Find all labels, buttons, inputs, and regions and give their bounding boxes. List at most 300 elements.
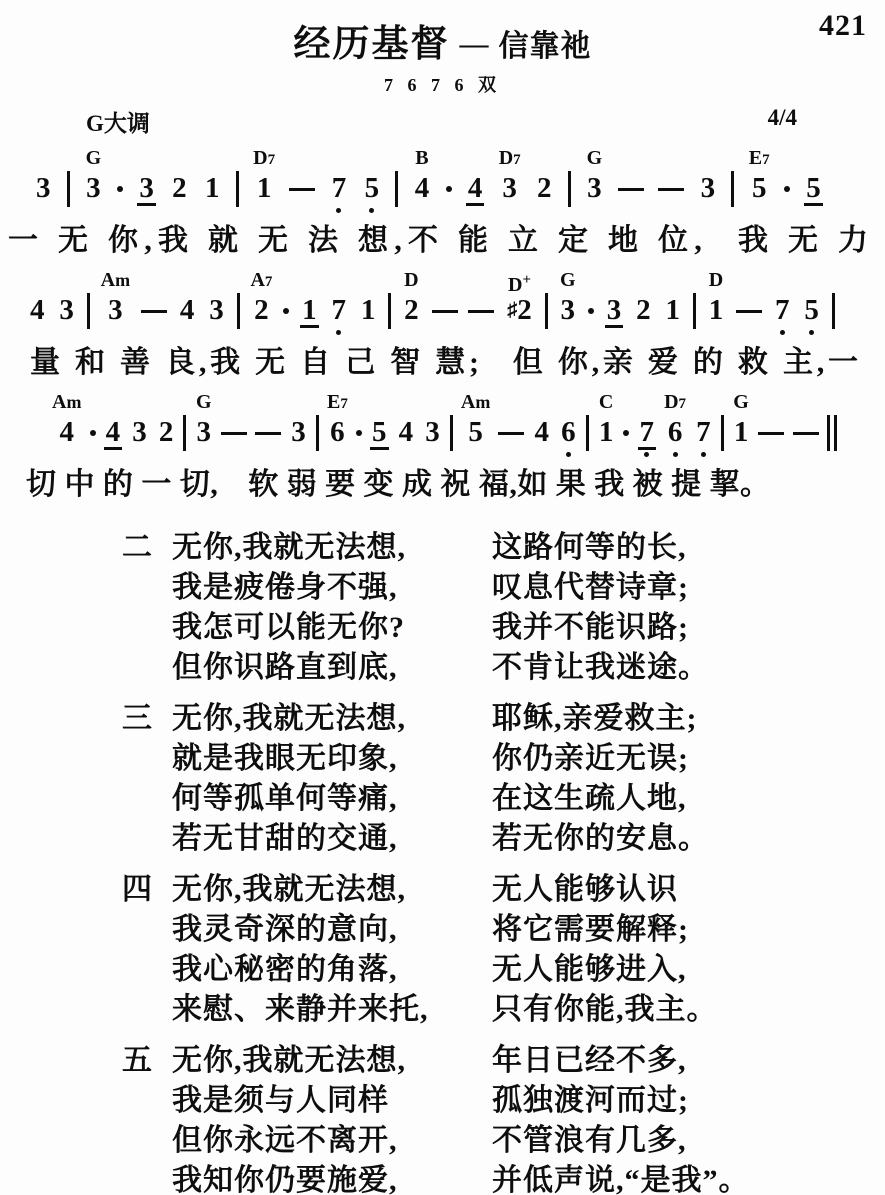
lyrics-line-2: 量 和 善 良,我 无 自 己 智 慧; 但 你,亲 爱 的 救 主,一 <box>30 346 858 379</box>
barline <box>236 146 239 217</box>
note-number: 2 <box>172 171 187 204</box>
verse-line: 将它需要解释; <box>492 913 689 946</box>
dot-spacer <box>253 206 275 217</box>
hymn-title: 经历基督 <box>293 24 450 65</box>
barline <box>183 390 186 461</box>
dot-spacer <box>499 206 521 217</box>
note-number: 4 <box>534 415 550 448</box>
note-number: 3 <box>291 415 306 448</box>
dot-spacer <box>359 328 378 339</box>
note <box>253 146 275 217</box>
note-number: 2 <box>254 293 269 326</box>
verse-line: 我怎可以能无你? <box>172 611 405 644</box>
dot-spacer <box>236 206 239 217</box>
dot-mark <box>117 186 123 192</box>
dot-spacer <box>130 450 149 461</box>
verse-line: 我是疲倦身不强, <box>172 571 398 604</box>
note <box>749 146 770 217</box>
dot-spacer <box>157 450 176 461</box>
note <box>300 268 319 339</box>
key-row <box>0 97 885 138</box>
note-number: 5 <box>751 171 767 204</box>
dash-mark <box>658 188 684 191</box>
verse-line: 不肯让我迷途。 <box>492 651 709 684</box>
note-number: 4 <box>30 293 45 326</box>
note <box>466 146 485 217</box>
chord-label: D7 <box>253 147 276 169</box>
dash-mark <box>255 432 281 435</box>
dot-spacer <box>461 450 490 461</box>
verse-line: 不管浪有几多, <box>492 1124 687 1157</box>
note <box>638 390 657 461</box>
note-number: 1 <box>204 171 220 204</box>
low-octave-dot <box>330 328 349 339</box>
duration-dash <box>141 268 167 339</box>
dot-mark <box>90 430 96 436</box>
note <box>804 146 823 217</box>
verse-line: 我心秘密的角落, <box>172 953 398 986</box>
verse-line: 年日已经不多, <box>492 1044 687 1077</box>
dot-spacer <box>533 450 552 461</box>
note-number: 4 <box>398 415 414 448</box>
note <box>413 146 432 217</box>
dot-spacer <box>207 328 226 339</box>
note-number: 1 <box>302 293 317 326</box>
dot-spacer <box>316 450 319 461</box>
dot-spacer <box>178 328 197 339</box>
barline-mark <box>568 171 571 207</box>
dotted-note-dot <box>784 146 790 217</box>
note <box>694 390 713 461</box>
dot-spacer <box>388 328 391 339</box>
dot-spacer <box>618 206 644 217</box>
low-octave-dot <box>559 450 578 461</box>
note <box>52 390 81 461</box>
barline-mark <box>827 415 830 451</box>
barline-mark <box>834 415 837 451</box>
note-number: 5 <box>364 171 380 204</box>
barline-mark <box>87 293 90 329</box>
note <box>359 268 378 339</box>
dot-spacer <box>664 328 683 339</box>
dot-spacer <box>634 328 653 339</box>
duration-dash <box>468 268 494 339</box>
note-number: 7 <box>639 415 654 448</box>
verse-column-left <box>172 870 492 1030</box>
dot-spacer <box>237 328 240 339</box>
note-number: 3 <box>606 293 622 326</box>
note <box>461 390 490 461</box>
duration-dash <box>255 390 281 461</box>
verse-line: 我知你仍要施爱, <box>172 1164 398 1195</box>
dash-mark <box>793 432 819 435</box>
dot-spacer <box>300 328 319 339</box>
dot-spacer <box>832 328 835 339</box>
note <box>178 268 197 339</box>
barline <box>237 268 240 339</box>
note <box>605 268 624 339</box>
dot-spacer <box>84 206 103 217</box>
duration-dash <box>736 268 762 339</box>
dot-spacer <box>804 206 823 217</box>
low-octave-dot <box>363 206 382 217</box>
verse-line: 无你,我就无法想, <box>172 531 406 564</box>
note <box>203 146 222 217</box>
verse-column-right <box>492 699 885 859</box>
dot-spacer <box>221 450 247 461</box>
dot-spacer <box>466 206 485 217</box>
note-number: 3 <box>700 171 716 204</box>
note <box>195 390 214 461</box>
dot-spacer <box>597 450 616 461</box>
chord-label: G <box>560 269 576 291</box>
dot-spacer <box>283 328 289 339</box>
note-number: 1 <box>360 293 376 326</box>
chord-label: B <box>415 147 429 169</box>
barline-mark <box>721 415 724 451</box>
note <box>535 146 554 217</box>
verse-line: 无人能够认识 <box>492 873 678 906</box>
dot-spacer <box>568 206 571 217</box>
dot-mark <box>283 308 289 314</box>
note-number: 2 <box>404 293 419 326</box>
verse-line: 我是须与人同样 <box>172 1084 389 1117</box>
low-octave-dot <box>694 450 713 461</box>
dot-spacer <box>170 206 189 217</box>
duration-dash <box>221 390 247 461</box>
dot-spacer <box>395 206 398 217</box>
duration-dash <box>618 146 644 217</box>
dot-mark <box>446 186 452 192</box>
note-number: 4 <box>467 171 483 204</box>
note <box>363 146 382 217</box>
dot-spacer <box>397 450 416 461</box>
verse-column-right <box>492 870 885 1030</box>
note <box>597 390 616 461</box>
dot-spacer <box>327 450 348 461</box>
duration-dash <box>658 146 684 217</box>
barline-mark <box>237 293 240 329</box>
note <box>802 268 821 339</box>
chord-label: D7 <box>498 147 521 169</box>
duration-dash <box>498 390 524 461</box>
note <box>634 268 653 339</box>
barline-mark <box>183 415 186 451</box>
verse-column-left <box>172 1041 492 1195</box>
duration-dash <box>793 390 819 461</box>
note <box>397 390 416 461</box>
dot-spacer <box>749 206 770 217</box>
note <box>28 268 47 339</box>
verse-line: 我灵奇深的意向, <box>172 913 398 946</box>
note <box>505 268 534 339</box>
note-number: 2 <box>158 415 174 448</box>
dot-mark <box>588 308 594 314</box>
verse-number: 四 <box>122 873 153 906</box>
barline <box>832 268 835 339</box>
dot-spacer <box>413 206 432 217</box>
barline <box>721 390 724 461</box>
music-system-1 <box>0 146 885 260</box>
verse-3 <box>0 699 885 859</box>
verse-line: 耶稣,亲爱救主; <box>492 702 698 735</box>
dash-mark <box>141 310 167 313</box>
dot-spacer <box>250 328 272 339</box>
note <box>559 268 578 339</box>
barline-mark <box>693 293 696 329</box>
barline-mark <box>236 171 239 207</box>
dot-spacer <box>104 450 123 461</box>
dot-spacer <box>658 206 684 217</box>
barline <box>67 146 70 217</box>
note <box>137 146 156 217</box>
barline-mark <box>450 415 453 451</box>
verse-line: 这路何等的长, <box>492 531 687 564</box>
dot-spacer <box>758 450 784 461</box>
dot-spacer <box>505 328 534 339</box>
music-notation <box>0 146 885 504</box>
meter-signature: 7 6 7 6 双 <box>384 75 501 95</box>
dot-mark <box>784 186 790 192</box>
low-octave-dot <box>802 328 821 339</box>
verse-number: 五 <box>122 1044 153 1077</box>
barline <box>545 268 548 339</box>
notation-row <box>34 146 823 217</box>
dot-spacer <box>588 328 594 339</box>
dot-spacer <box>498 450 524 461</box>
dash-mark <box>758 432 784 435</box>
note-number: 3 <box>425 415 440 448</box>
dotted-note-dot <box>588 268 594 339</box>
note <box>423 390 442 461</box>
note <box>104 390 123 461</box>
barline-mark <box>545 293 548 329</box>
duration-dash <box>432 268 458 339</box>
note-number: 1 <box>256 171 272 204</box>
dot-spacer <box>57 328 76 339</box>
note-number: 3 <box>587 171 602 204</box>
note <box>84 146 103 217</box>
lyrics-line-3: 切 中 的 一 切, 软 弱 要 变 成 祝 福,如 果 我 被 提 挈。 <box>26 468 770 501</box>
final-barline <box>827 390 837 461</box>
dot-spacer <box>585 206 604 217</box>
note-number: 1 <box>708 293 724 326</box>
verse-line: 无你,我就无法想, <box>172 873 406 906</box>
note-number: 3 <box>196 415 212 448</box>
dot-spacer <box>117 206 123 217</box>
verse-line: 只有你能,我主。 <box>492 993 718 1026</box>
chord-label: G <box>586 147 603 169</box>
note <box>130 390 149 461</box>
verse-line: 无你,我就无法想, <box>172 1044 406 1077</box>
verse-line: 来慰、来静并来托, <box>172 993 429 1026</box>
barline-mark <box>67 171 70 207</box>
note-number: 6 <box>330 415 345 448</box>
note-number: 2 <box>536 171 552 204</box>
dot-spacer <box>289 450 308 461</box>
sharp-sign: ♯ <box>507 298 518 321</box>
verse-4 <box>0 870 885 1030</box>
key-signature: G大调 <box>86 111 150 136</box>
dotted-note-dot <box>623 390 629 461</box>
note-number: 5 <box>804 293 819 326</box>
barline-mark <box>316 415 319 451</box>
note <box>289 390 308 461</box>
dot-spacer <box>784 206 790 217</box>
duration-dash <box>758 390 784 461</box>
dotted-note-dot <box>356 390 362 461</box>
note-number: 3 <box>502 171 517 204</box>
barline <box>395 146 398 217</box>
note <box>402 268 421 339</box>
dot-spacer <box>605 328 624 339</box>
dot-spacer <box>721 450 724 461</box>
chord-label: A7 <box>250 269 273 291</box>
note-number: 1 <box>733 415 749 448</box>
duration-dash <box>289 146 315 217</box>
chord-label: E7 <box>326 391 348 413</box>
notation-row <box>52 390 837 461</box>
note-number: 4 <box>59 415 74 448</box>
dot-spacer <box>707 328 726 339</box>
note <box>170 146 189 217</box>
note-number: 7 <box>696 415 711 448</box>
verse-line: 并低声说,“是我”。 <box>492 1164 750 1195</box>
music-system-3 <box>0 390 885 504</box>
verse-line: 何等孤单何等痛, <box>172 782 398 815</box>
barline <box>388 268 391 339</box>
barline <box>568 146 571 217</box>
verse-line: 我并不能识路; <box>492 611 689 644</box>
verse-line: 就是我眼无印象, <box>172 742 398 775</box>
note-number: 5 <box>806 171 821 204</box>
barline <box>731 146 734 217</box>
dot-spacer <box>356 450 362 461</box>
note-number: 1 <box>598 415 614 448</box>
note <box>559 390 578 461</box>
note <box>732 390 751 461</box>
note <box>57 268 76 339</box>
hymn-subtitle: 信靠祂 <box>498 30 592 63</box>
dot-spacer <box>52 450 81 461</box>
dot-spacer <box>34 206 53 217</box>
chord-label: G <box>195 391 212 413</box>
dot-spacer <box>101 328 130 339</box>
dash-mark <box>736 310 762 313</box>
dash-mark <box>432 310 458 313</box>
verse-line: 孤独渡河而过; <box>492 1084 689 1117</box>
chord-label: D7 <box>664 391 687 413</box>
notation-row <box>28 268 835 339</box>
dash-mark <box>289 188 315 191</box>
dot-spacer <box>545 328 548 339</box>
barline <box>586 390 589 461</box>
note-number: 7 <box>775 293 790 326</box>
dot-spacer <box>693 328 696 339</box>
lyrics-line-1: 一 无 你,我 就 无 法 想,不 能 立 定 地 位, 我 无 力 <box>8 224 868 257</box>
dot-spacer <box>67 206 70 217</box>
chord-label: Am <box>52 391 82 413</box>
barline-mark <box>388 293 391 329</box>
note-number: ♯2 <box>507 293 532 326</box>
dot-spacer <box>559 328 578 339</box>
verse-number: 三 <box>122 702 153 735</box>
barline <box>87 268 90 339</box>
dot-spacer <box>90 450 96 461</box>
dot-spacer <box>137 206 156 217</box>
note <box>707 268 726 339</box>
note <box>157 390 176 461</box>
dash-mark <box>221 432 247 435</box>
dot-spacer <box>535 206 554 217</box>
verse-column-right <box>492 1041 885 1195</box>
note-number: 5 <box>468 415 483 448</box>
note-number: 6 <box>667 415 683 448</box>
note-number: 3 <box>209 293 224 326</box>
note-number: 4 <box>414 171 430 204</box>
note-number: 7 <box>331 171 347 204</box>
dot-spacer <box>736 328 762 339</box>
chord-label: D <box>708 269 724 291</box>
dotted-note-dot <box>446 146 452 217</box>
note-number: 4 <box>179 293 195 326</box>
note <box>250 268 272 339</box>
dot-spacer <box>402 328 421 339</box>
header <box>0 0 885 65</box>
dot-spacer <box>370 450 389 461</box>
barline-mark <box>395 171 398 207</box>
dotted-note-dot <box>90 390 96 461</box>
dot-spacer <box>195 450 214 461</box>
dot-spacer <box>28 328 47 339</box>
barline-mark <box>832 293 835 329</box>
dot-spacer <box>141 328 167 339</box>
note-number: 2 <box>636 293 651 326</box>
verse-line: 无你,我就无法想, <box>172 702 406 735</box>
verse-number: 二 <box>122 531 153 564</box>
note <box>499 146 521 217</box>
note-number: 3 <box>36 171 51 204</box>
note-number: 7 <box>331 293 347 326</box>
dash-mark <box>498 432 524 435</box>
note-number: 6 <box>561 415 576 448</box>
verse-line: 但你永远不离开, <box>172 1124 398 1157</box>
dot-mark <box>356 430 362 436</box>
verse-line: 无人能够进入, <box>492 953 687 986</box>
note <box>207 268 226 339</box>
dot-mark <box>623 430 629 436</box>
note <box>664 268 683 339</box>
chord-label: Am <box>100 269 131 291</box>
dash-mark <box>618 188 644 191</box>
note <box>101 268 130 339</box>
dot-spacer <box>203 206 222 217</box>
note <box>664 390 686 461</box>
note <box>773 268 792 339</box>
dot-spacer <box>432 328 458 339</box>
dot-spacer <box>731 206 734 217</box>
dot-spacer <box>468 328 494 339</box>
barline-mark <box>586 415 589 451</box>
verse-line: 若无你的安息。 <box>492 822 709 855</box>
verses-section <box>0 528 885 1195</box>
chord-label: C <box>598 391 614 413</box>
verse-column-left <box>172 699 492 859</box>
verse-line: 你仍亲近无误; <box>492 742 689 775</box>
chord-label: G <box>85 147 102 169</box>
music-system-2 <box>0 268 885 382</box>
low-octave-dot <box>664 450 686 461</box>
